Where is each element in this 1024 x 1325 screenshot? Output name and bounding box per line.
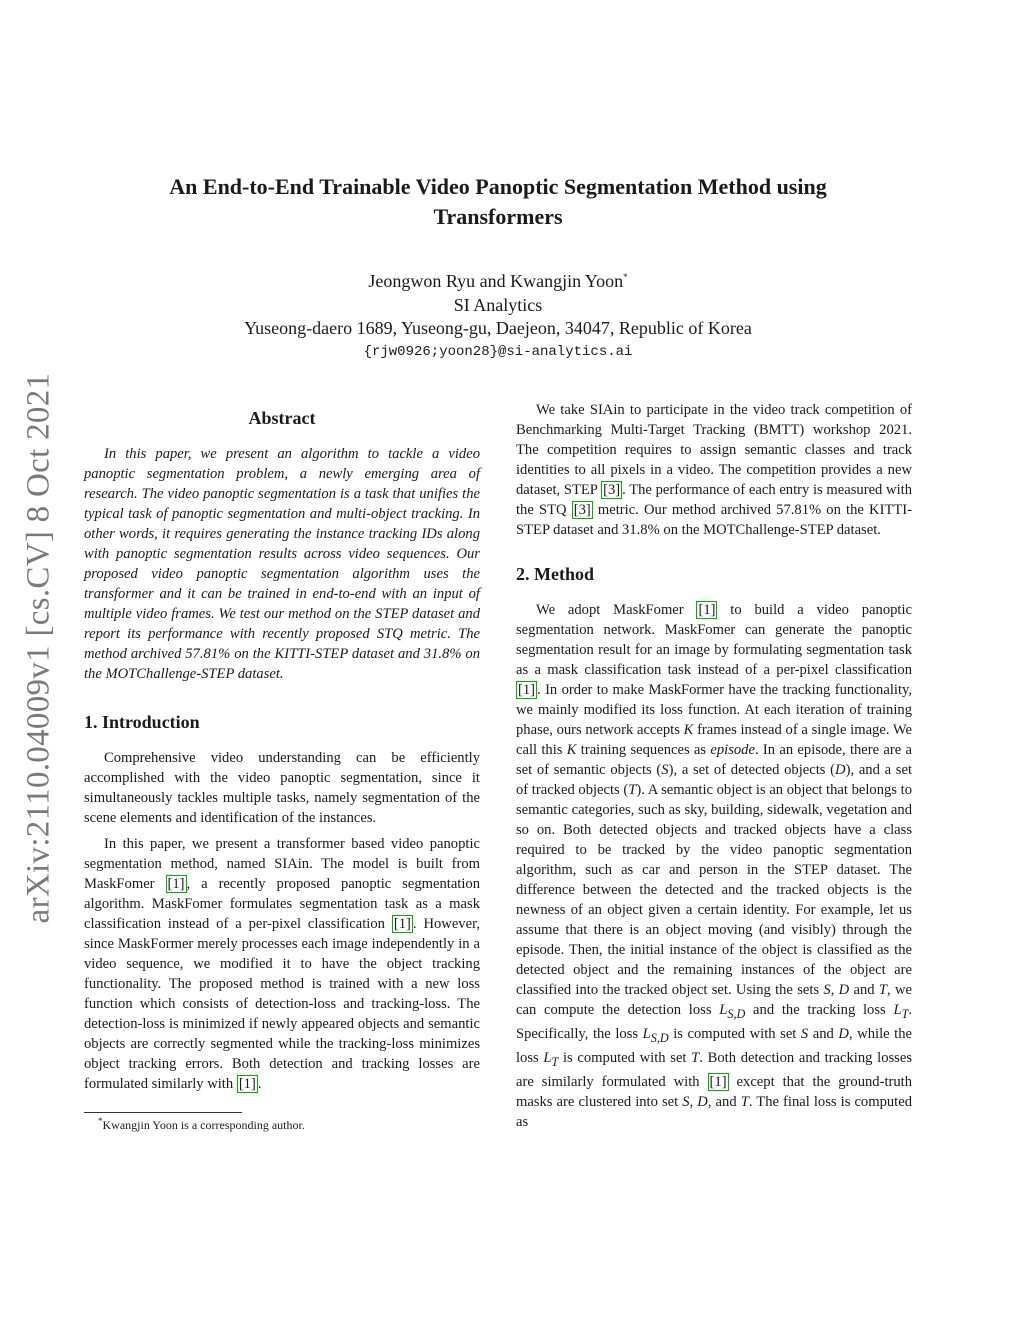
math-symbol: T bbox=[628, 782, 637, 798]
math-subscript: T bbox=[551, 1054, 559, 1069]
right-column bbox=[516, 400, 912, 1132]
footnote-mark: * bbox=[98, 1116, 103, 1126]
math-letter: L bbox=[642, 1025, 651, 1042]
text-run: except that the ground-truth masks are clustered into set bbox=[516, 1073, 913, 1110]
text-run: is computed with set bbox=[558, 1049, 692, 1066]
citation-link[interactable]: [1] bbox=[167, 876, 185, 892]
text-run: metric. Our method archived 57.81% on the KITTI-STEP dataset and 31.8% on the MOTChallenge-STEP dataset. bbox=[516, 502, 912, 538]
math-symbol: S bbox=[800, 1025, 809, 1042]
math-symbol: K bbox=[683, 722, 694, 738]
intro-paragraph-2 bbox=[84, 834, 480, 1094]
text-run: . In an episode, there are a set of semantic objects ( bbox=[516, 742, 912, 778]
citation-link[interactable]: [3] bbox=[573, 502, 591, 518]
math-subscript: S,D bbox=[727, 1006, 746, 1021]
text-run: to build a video panoptic segmentation network. MaskFomer can generate the panoptic segmentation result for an image by formulating segmentation task as a mask classification task instead of a per-pixel classification bbox=[516, 602, 913, 678]
text-run: We take SIAin to participate in the video track competition of Benchmarking Multi-Target Tracking (BMTT) workshop 2021. The competition requires to assign semantic classes and track identities to all pixels in a video. The competition provides a new dataset, STEP bbox=[516, 402, 912, 498]
math-symbol bbox=[893, 1002, 909, 1021]
math-symbol bbox=[642, 1025, 669, 1045]
address: Yuseong-daero 1689, Yuseong-gu, Daejeon, 34047, Republic of Korea bbox=[244, 318, 752, 338]
emphasis-episode: episode bbox=[710, 742, 755, 758]
arxiv-stamp bbox=[8, 368, 70, 928]
math-subscript: T bbox=[901, 1006, 909, 1021]
text-run: is computed with set bbox=[668, 1025, 801, 1042]
math-symbol bbox=[543, 1049, 559, 1069]
math-symbol: D bbox=[838, 1025, 849, 1042]
left-column bbox=[84, 400, 480, 1133]
text-run: ). A semantic object is an object that belongs to semantic categories, such as sky, building, sidewalk, vegetation and so on. Both detected objects and tracked objects have a class required to be tracked by the video panoptic segmentation algorithm, such as car and person in the STEP dataset. The difference between the detected and the tracked objects is the newness of an object given a certain identity. For example, let us assume that there is an object moving (and visibly) through the episode. Then, the initial instance of the object is classified as the detected object and the remaining instances of the object are classified into the tracked object set. Using the sets bbox=[516, 782, 912, 998]
math-symbol: T bbox=[878, 982, 888, 998]
text-run: frames instead of a single image. We call this bbox=[516, 722, 912, 758]
footnote bbox=[84, 1117, 480, 1133]
author-footnote-mark: * bbox=[623, 272, 628, 282]
abstract-heading: Abstract bbox=[248, 408, 316, 428]
math-symbol: S bbox=[682, 1093, 690, 1110]
author-email[interactable]: {rjw0926;yoon28}@si-analytics.ai bbox=[363, 344, 633, 360]
title-line-2: Transformers bbox=[433, 204, 563, 229]
author-block bbox=[110, 270, 886, 341]
text-run: . The performance of each entry is measured with the STQ bbox=[516, 482, 912, 518]
math-symbol: K bbox=[566, 742, 577, 758]
affiliation: SI Analytics bbox=[453, 294, 543, 315]
math-symbol: D bbox=[835, 762, 846, 778]
text-run: . Specifically, the loss bbox=[516, 1002, 912, 1042]
math-symbol: D bbox=[697, 1093, 708, 1110]
math-symbol: T bbox=[691, 1049, 700, 1066]
text-run: . However, since MaskFormer merely processes each image independently in a video sequence, we modified it to have the object tracking functionality. The proposed method is trained with a new loss function which consists of detection-loss and tracking-loss. The detection-loss is minimized if newly appeared objects and semantic objects are correctly segmented while the tracking-loss minimizes object tracking errors. Both detection and tracking losses are formulated similarly with bbox=[84, 916, 480, 1092]
citation-link[interactable]: [1] bbox=[393, 916, 411, 932]
text-run: , a recently proposed panoptic segmentation algorithm. MaskFomer formulates segmentation task as a mask classification instead of a per-pixel classification bbox=[84, 876, 480, 932]
text-run: . In order to make MaskFormer have the tracking functionality, we mainly modified its loss function. At each iteration of training phase, ours network accepts bbox=[516, 682, 912, 738]
text-run: We adopt MaskFomer bbox=[536, 602, 697, 618]
citation-link[interactable]: [3] bbox=[603, 482, 621, 498]
arxiv-stamp-text: arXiv:2110.04009v1 [cs.CV] 8 Oct 2021 bbox=[20, 372, 57, 924]
authors-text: Jeongwon Ryu and Kwangjin Yoon bbox=[368, 271, 624, 291]
text-run: ), a set of detected objects ( bbox=[668, 762, 836, 778]
math-symbol: T bbox=[740, 1093, 749, 1110]
bmtt-paragraph bbox=[516, 400, 912, 540]
math-symbol bbox=[719, 1002, 746, 1021]
text-run: and the tracking loss bbox=[745, 1002, 894, 1018]
text-run: . The final loss is computed as bbox=[516, 1093, 912, 1130]
text-run: , bbox=[689, 1093, 698, 1110]
text-run: ), and a set of tracked objects ( bbox=[516, 762, 913, 798]
math-letter: L bbox=[719, 1002, 728, 1018]
method-heading: 2. Method bbox=[516, 564, 594, 584]
citation-link[interactable]: [1] bbox=[698, 602, 716, 618]
math-symbol: S bbox=[823, 982, 831, 998]
text-run: , while the loss bbox=[516, 1025, 912, 1066]
text-run: In this paper, we present a transformer based video panoptic segmentation method, named SIAin. The model is built from MaskFomer bbox=[84, 836, 480, 892]
math-letter: L bbox=[543, 1049, 552, 1066]
text-run: training sequences as bbox=[576, 742, 711, 758]
math-symbol: S bbox=[661, 762, 669, 778]
math-symbol: D bbox=[838, 982, 850, 998]
text-run: , bbox=[830, 982, 839, 998]
text-run: . bbox=[257, 1076, 262, 1092]
paper-title bbox=[110, 172, 886, 232]
text-run: and bbox=[808, 1025, 839, 1042]
author-names bbox=[110, 270, 886, 294]
introduction-heading: 1. Introduction bbox=[84, 712, 200, 732]
citation-link[interactable]: [1] bbox=[518, 682, 536, 698]
text-run: , and bbox=[707, 1093, 741, 1110]
text-run: . Both detection and tracking losses are similarly formulated with bbox=[516, 1049, 913, 1090]
footnote-text: Kwangjin Yoon is a corresponding author. bbox=[102, 1118, 305, 1132]
title-line-1: An End-to-End Trainable Video Panoptic Segmentation Method using bbox=[169, 174, 827, 199]
text-run: and bbox=[849, 982, 879, 998]
footnote-rule bbox=[84, 1112, 242, 1113]
citation-link[interactable]: [1] bbox=[238, 1076, 256, 1092]
abstract-text: In this paper, we present an algorithm to tackle a video panoptic segmentation problem, a newly emerging area of research. The video panoptic segmentation is a task that unifies the typical task of panoptic segmentation and multi-object tracking. In other words, it requires generating the instance tracking IDs along with panoptic segmentation results across video sequences. Our proposed video panoptic segmentation algorithm uses the transformer and it can be trained in end-to-end with an input of multiple video frames. We test our method on the STEP dataset and report its performance with recently proposed STQ metric. The method archived 57.81% on the KITTI-STEP dataset and 31.8% on the MOTChallenge-STEP dataset. bbox=[84, 446, 480, 682]
intro-paragraph-1: Comprehensive video understanding can be efficiently accomplished with the video panoptic segmentation, since it simultaneously tackles multiple tasks, namely segmentation of the scene elements and identification of the instances. bbox=[84, 750, 480, 826]
citation-link[interactable]: [1] bbox=[709, 1073, 727, 1090]
text-run: , we can compute the detection loss bbox=[516, 982, 912, 1018]
method-paragraph-1 bbox=[516, 600, 912, 1132]
math-letter: L bbox=[893, 1002, 902, 1018]
math-subscript: S,D bbox=[650, 1030, 669, 1045]
